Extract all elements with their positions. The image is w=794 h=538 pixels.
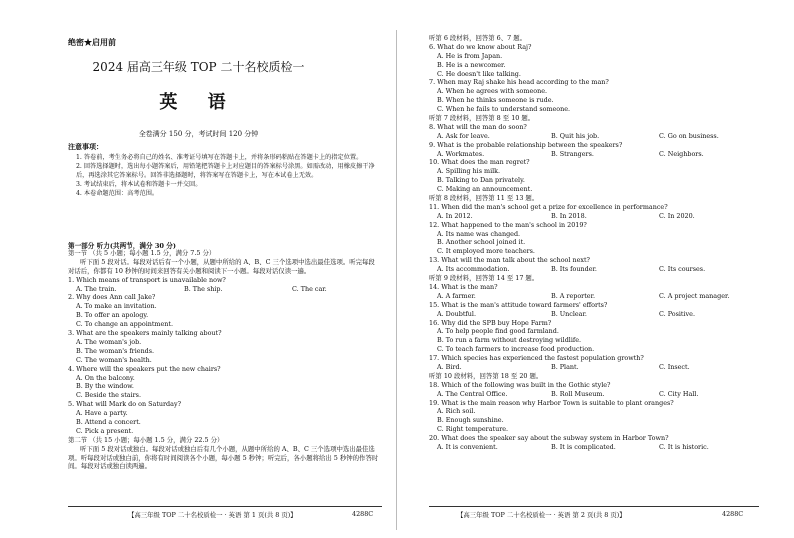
exam-title: 2024 届高三年级 TOP 二十名校质检一 bbox=[92, 60, 305, 74]
question: 5. What will Mark do on Saturday? bbox=[68, 400, 181, 409]
option-row bbox=[429, 310, 767, 319]
material-heading: 听第 6 段材料，回答第 6、7 题。 bbox=[429, 34, 527, 42]
option: C. It is historic. bbox=[659, 442, 709, 451]
option-row bbox=[429, 150, 767, 159]
option: B. To offer an apology. bbox=[76, 311, 149, 320]
material-heading: 听第 10 段材料，回答第 18 至 20 题。 bbox=[429, 371, 543, 380]
option: A. To help people find good farmland. bbox=[437, 327, 559, 336]
option: A. Ask for leave. bbox=[437, 131, 490, 140]
option: B. It is complicated. bbox=[551, 442, 616, 451]
option: A. The Central Office. bbox=[437, 389, 508, 398]
exam-page-2 bbox=[397, 0, 794, 538]
option-row bbox=[429, 292, 767, 301]
option: C. Making an announcement. bbox=[437, 185, 533, 194]
option: A. When he agrees with someone. bbox=[437, 87, 548, 96]
option: B. Talking to Dan privately. bbox=[437, 176, 525, 185]
section-heading: 第二节 （共 15 小题；每小题 1.5 分，满分 22.5 分） bbox=[68, 435, 224, 444]
question: 9. What is the probable relationship between the speakers? bbox=[429, 140, 623, 149]
footer-rule bbox=[68, 506, 382, 507]
option: B. Strangers. bbox=[551, 149, 594, 158]
option: B. Another school joined it. bbox=[437, 238, 526, 247]
question: 7. When may Raj shake his head according to the man? bbox=[429, 78, 609, 87]
option: B. By the window. bbox=[76, 382, 134, 391]
question: 12. What happened to the man's school in 2019? bbox=[429, 220, 587, 229]
option: A. In 2012. bbox=[437, 211, 473, 220]
option: A. It is convenient. bbox=[437, 442, 498, 451]
footer-page-label: 【高三年级 TOP 二十名校质检一 · 英语 第 2 页(共 8 页)】 bbox=[457, 511, 626, 519]
exam-info: 全卷满分 150 分，考试时间 120 分钟 bbox=[138, 130, 259, 138]
question: 17. Which species has experienced the fastest population growth? bbox=[429, 354, 644, 363]
option: C. To change an appointment. bbox=[76, 320, 173, 329]
section-instructions: 听下面 5 段对话或独白。每段对话或独白后有几个小题，从题中所给的 A、B、C 三个选项中选出最佳选项。听每段对话或独白前，你将有时间阅读各个小题，每小题 5 秒钟；听完后，各小题将给出 5 秒钟的作答时间。每段对话或独白读两遍。 bbox=[68, 444, 379, 471]
question: 19. What is the main reason why Harbor Town is suitable to plant oranges? bbox=[429, 398, 674, 407]
option: A. Rich soil. bbox=[437, 407, 476, 416]
option: C. Go on business. bbox=[659, 131, 719, 140]
option: C. He doesn't like talking. bbox=[437, 69, 521, 78]
option: C. Beside the stairs. bbox=[76, 391, 141, 400]
question: 8. What will the man do soon? bbox=[429, 122, 527, 131]
option: A. Its name was changed. bbox=[437, 229, 521, 238]
section-instructions: 听下面 5 段对话。每段对话后有一个小题，从题中所给的 A、B、C 三个选项中选出最佳选项。听完每段对话后，你都有 10 秒钟的时间来回答有关小题和阅读下一小题。每段对话仅读一遍。 bbox=[68, 257, 375, 275]
option: A. Have a party. bbox=[76, 409, 128, 418]
option: A. To make an invitation. bbox=[76, 302, 157, 311]
question: 16. Why did the SPB buy Hope Farm? bbox=[429, 318, 552, 327]
question: 2. Why does Ann call Jake? bbox=[68, 293, 156, 302]
part-one-heading: 第一部分 听力(共两节，满分 30 分) bbox=[68, 242, 177, 250]
footer-rule bbox=[429, 506, 759, 507]
footer-code: 4288C bbox=[352, 510, 374, 518]
note-item: 2. 回答选择题时，选出每小题答案后，用铅笔把答题卡上对应题目的答案标号涂黑。如需改动，用橡皮擦干净后，再选涂其它答案标号。回答非选择题时，将答案写在答题卡上，写在本试卷上无效。 bbox=[76, 163, 375, 179]
note-item: 1. 答卷前，考生务必将自己的姓名、准考证号填写在答题卡上，并将条形码粘贴在答题卡上的指定位置。 bbox=[76, 154, 363, 161]
question: 13. What will the man talk about the school next? bbox=[429, 256, 590, 265]
option: B. Quit his job. bbox=[551, 131, 600, 140]
section-heading: 第一节 （共 5 小题；每小题 1.5 分，满分 7.5 分） bbox=[68, 249, 216, 257]
option: A. A farmer. bbox=[437, 291, 476, 300]
option: C. Right temperature. bbox=[437, 425, 509, 434]
option: B. The ship. bbox=[184, 284, 223, 293]
question: 15. What is the man's attitude toward farmers' efforts? bbox=[429, 300, 608, 309]
option: B. When he thinks someone is rude. bbox=[437, 96, 554, 105]
notes-heading: 注意事项： bbox=[68, 142, 103, 151]
option: C. Pick a present. bbox=[76, 426, 134, 435]
option: A. Workmates. bbox=[437, 149, 485, 158]
question: 6. What do we know about Raj? bbox=[429, 42, 532, 51]
option: C. In 2020. bbox=[659, 211, 695, 220]
option: B. In 2018. bbox=[551, 211, 587, 220]
section-one bbox=[68, 249, 400, 471]
option: C. Insect. bbox=[659, 362, 690, 371]
option: C. Neighbors. bbox=[659, 149, 704, 158]
option: A. Its accommodation. bbox=[437, 265, 510, 274]
listening-questions bbox=[429, 34, 767, 452]
option: B. Unclear. bbox=[551, 309, 587, 318]
question: 20. What does the speaker say about the subway system in Harbor Town? bbox=[429, 434, 669, 443]
option: B. Attend a concert. bbox=[76, 417, 141, 426]
option: B. Roll Museum. bbox=[551, 389, 605, 398]
option: C. A project manager. bbox=[659, 291, 730, 300]
option: B. Plant. bbox=[551, 362, 579, 371]
note-item: 3. 考试结束后，将本试卷和答题卡一并交回。 bbox=[76, 181, 202, 188]
option: B. A reporter. bbox=[551, 291, 595, 300]
option: A. The train. bbox=[76, 284, 117, 293]
option: B. To run a farm without destroying wildlife. bbox=[437, 336, 582, 345]
option: B. He is a newcomer. bbox=[437, 60, 506, 69]
option-row bbox=[429, 363, 767, 372]
option: A. Spilling his milk. bbox=[437, 167, 501, 176]
option: B. The woman's friends. bbox=[76, 346, 155, 355]
option: C. Its courses. bbox=[659, 265, 706, 274]
notes-list bbox=[76, 153, 376, 198]
subject-heading: 英 语 bbox=[159, 92, 238, 113]
option-row bbox=[429, 390, 767, 399]
option: C. City Hall. bbox=[659, 389, 699, 398]
option-row bbox=[429, 212, 767, 221]
option-row bbox=[429, 265, 767, 274]
option: B. Its founder. bbox=[551, 265, 597, 274]
option-row bbox=[429, 132, 767, 141]
material-heading: 听第 7 段材料，回答第 8 至 10 题。 bbox=[429, 114, 535, 123]
footer-code: 4288C bbox=[722, 510, 744, 518]
option: C. The woman's health. bbox=[76, 355, 152, 364]
question: 1. Which means of transport is unavailable now? bbox=[68, 275, 226, 284]
option: A. He is from Japan. bbox=[437, 51, 503, 60]
question: 10. What does the man regret? bbox=[429, 158, 530, 167]
option: A. Bird. bbox=[437, 362, 462, 371]
option: C. The car. bbox=[292, 284, 327, 293]
note-item: 4. 本卷命题范围：高考范围。 bbox=[76, 190, 159, 197]
option-row bbox=[68, 285, 400, 294]
option: B. Enough sunshine. bbox=[437, 416, 504, 425]
option: C. When he fails to understand someone. bbox=[437, 105, 571, 114]
confidential-label: 绝密★启用前 bbox=[68, 37, 116, 47]
question: 11. When did the man's school get a prize for excellence in performance? bbox=[429, 202, 668, 211]
material-heading: 听第 8 段材料，回答第 11 至 13 题。 bbox=[429, 194, 539, 203]
question: 14. What is the man? bbox=[429, 282, 498, 291]
option: A. Doubtful. bbox=[437, 309, 476, 318]
option: C. To teach farmers to increase food production. bbox=[437, 345, 595, 354]
footer-page-label: 【高三年级 TOP 二十名校质检一 · 英语 第 1 页(共 8 页)】 bbox=[128, 511, 297, 519]
option: C. Positive. bbox=[659, 309, 695, 318]
option: A. The woman's job. bbox=[76, 337, 142, 346]
question: 3. What are the speakers mainly talking about? bbox=[68, 329, 222, 338]
material-heading: 听第 9 段材料，回答第 14 至 17 题。 bbox=[429, 274, 539, 283]
question: 18. Which of the following was built in the Gothic style? bbox=[429, 380, 611, 389]
question: 4. Where will the speakers put the new chairs? bbox=[68, 364, 221, 373]
option-row bbox=[429, 443, 767, 452]
option: C. It employed more teachers. bbox=[437, 247, 535, 256]
option: A. On the balcony. bbox=[76, 373, 135, 382]
